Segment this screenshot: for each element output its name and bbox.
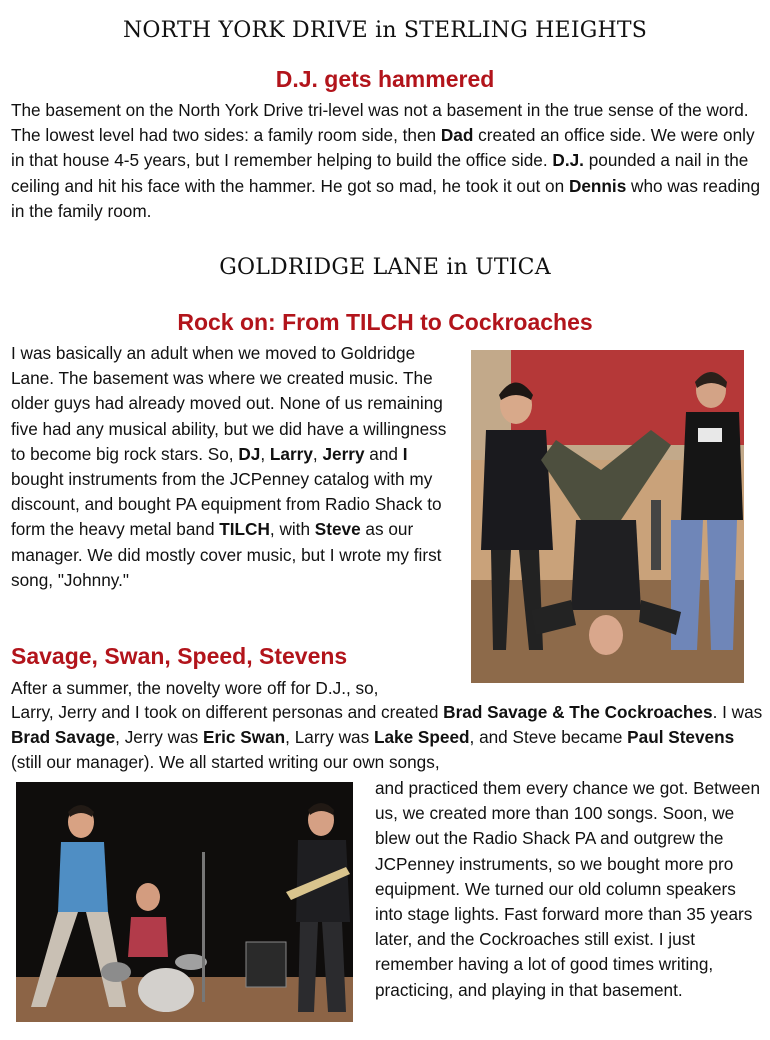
band-stage-photo bbox=[16, 782, 353, 1022]
story-paragraph-cockroaches: Larry, Jerry and I took on different personas and created Brad Savage & The Cockroaches. I was Brad Savage, Jerry was Eric Swan, Larry was Lake Speed, and Steve became Paul Stevens (still our manager). We all started writing our own songs, bbox=[11, 702, 763, 773]
story-title-dj-hammered: D.J. gets hammered bbox=[275, 66, 495, 92]
band-basement-photo bbox=[471, 350, 744, 683]
section-title-goldridge: GOLDRIDGE LANE in UTICA bbox=[219, 255, 551, 280]
story-title-rock-on: Rock on: From TILCH to Cockroaches bbox=[177, 309, 593, 335]
story-paragraph-tilch: I was basically an adult when we moved to Goldridge Lane. The basement was where we created music. The older guys had already moved out. None of us remaining five had any musical ability, but we did have a willingness to become big rock stars. So, DJ, Larry, Jerry and I bought instruments from the JCPenney catalog with my discount, and bought PA equipment from Radio Shack to form the heavy metal band TILCH, with Steve as our manager. We did mostly cover music, but I wrote my first song, "Johnny." bbox=[11, 343, 447, 590]
story-paragraph-cockroaches-side: and practiced them every chance we got. Between us, we created more than 100 songs. Soon, we blew out the Radio Shack PA and outgrew the JCPenney instruments, so we bought more pro equipment. We turned our old column speakers into stage lights. Fast forward more than 35 years later, and the Cockroaches still exist. I just remember having a lot of good times writing, practicing, and playing in that basement. bbox=[375, 778, 761, 1000]
story-paragraph-cockroaches-line1: After a summer, the novelty wore off for D.J., so, bbox=[11, 678, 379, 698]
story-paragraph-dj-hammered: The basement on the North York Drive tri-level was not a basement in the true sense of the word. The lowest level had two sides: a family room side, then Dad created an office side. We were only in that house 4-5 years, but I remember helping to build the office side. D.J. pounded a nail in the ceiling and hit his face with the hammer. He got so mad, he took it out on Dennis who was reading in the family room. bbox=[11, 100, 761, 221]
section-title-north-york: NORTH YORK DRIVE in STERLING HEIGHTS bbox=[122, 18, 648, 43]
story-title-savage-swan: Savage, Swan, Speed, Stevens bbox=[11, 643, 348, 669]
